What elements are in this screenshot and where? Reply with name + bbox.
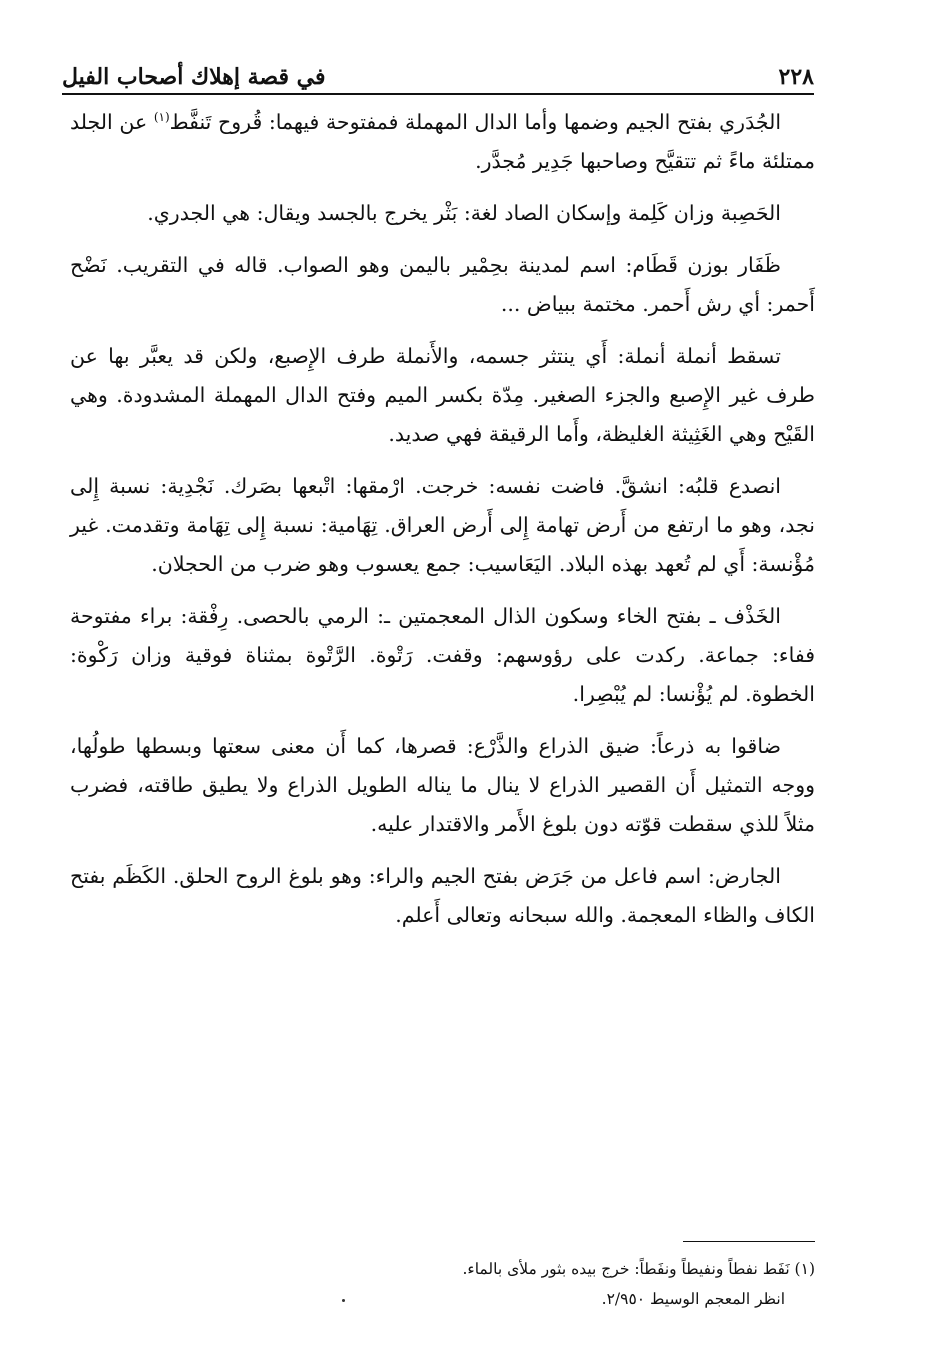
paragraph-zafar: ظَفَار بوزن قَطَام: اسم لمدينة بحِمْير باليمن وهو الصواب. قاله في التقريب. نَضْح أَحمر: أي رش أَحمر. مختمة ببياض ...	[70, 253, 815, 316]
speck	[342, 1299, 345, 1302]
paragraph-khadhf: الخَذْف ـ بفتح الخاء وسكون الذال المعجمتين ـ: الرمي بالحصى. رِفْقة: براء مفتوحة ففاء: جماعة. ركدت على رؤوسهم: وقفت. رَتْوة. الرَّتْوة بمثناة فوقية وزان رَكْوة: الخطوة. لم يُؤْنسا: لم يُبْصِرا.	[70, 604, 815, 706]
paragraph-hasba: الحَصِبة وزان كَلِمة وإسكان الصاد لغة: بَثْر يخرج بالجسد ويقال: هي الجدري.	[147, 201, 781, 225]
paragraph-jadari	[70, 103, 815, 181]
header-rule	[62, 93, 814, 95]
footnote-reference[interactable]: (١)	[153, 110, 170, 125]
paragraph-text: عن الجلد ممتلئة ماءً ثم تتقيَّح وصاحبها جَدِير مُجدَّر.	[70, 110, 815, 173]
paragraph-anmula: تسقط أنملة أنملة: أَي ينتثر جسمه، والأَنملة طرف الإِصبع، ولكن قد يعبَّر بها عن طرف غير الإِصبع والجزء الصغير. مِدّة بكسر الميم وفتح الدال المهملة المشدودة. وهي القَيْح وهي الغَثِيثة الغليظة، وأَما الرقيقة فهي صديد.	[70, 344, 815, 446]
page-header	[62, 52, 814, 92]
footnote-1-source: انظر المعجم الوسيط ٢/٩٥٠.	[601, 1290, 785, 1308]
footnote-rule	[683, 1241, 815, 1242]
footnotes	[300, 1254, 815, 1314]
paragraph-text: الجُدَري بفتح الجيم وضمها وأما الدال المهملة فمفتوحة فيهما: قُروح تَنفَّط	[169, 110, 782, 134]
paragraph-dhar: ضاقوا به ذرعاً: ضيق الذراع والذَّرْع: قصرها، كما أَن معنى سعتها وبسطها طولُها، ووجه التمثيل أَن القصير الذراع لا ينال ما يناله الطويل الذراع ولا يطيق طاقته، فضرب مثلاً للذي سقطت قوّته دون بلوغ الأَمر والاقتدار عليه.	[70, 734, 815, 836]
paragraph-insada: انصدع قلبُه: انشقَّ. فاضت نفسه: خرجت. ارْمقها: اتْبعها بصَرك. نَجْدِية: نسبة إِلى نجد، وهو ما ارتفع من أَرض تهامة إِلى أَرض العراق. تِهَامية: نسبة إِلى تِهَامة وتقدمت. غير مُؤْنسة: أَي لم تُعهد بهذه البلاد. اليَعَاسيب: جمع يعسوب وهو ضرب من الحجلان.	[70, 474, 815, 576]
footnote-1: (١) نَفَط نفطاً ونفيطاً ونفَطاً: خرج بيده بثور ملأى بالماء.	[462, 1260, 815, 1278]
page-body	[70, 103, 815, 948]
page-number: ٢٢٨	[778, 64, 814, 90]
paragraph-jarid: الجارض: اسم فاعل من جَرَض بفتح الجيم والراء: وهو بلوغ الروح الحلق. الكَظَم بفتح الكاف والظاء المعجمة. والله سبحانه وتعالى أَعلم.	[70, 864, 815, 927]
running-title: في قصة إهلاك أصحاب الفيل	[62, 64, 326, 90]
